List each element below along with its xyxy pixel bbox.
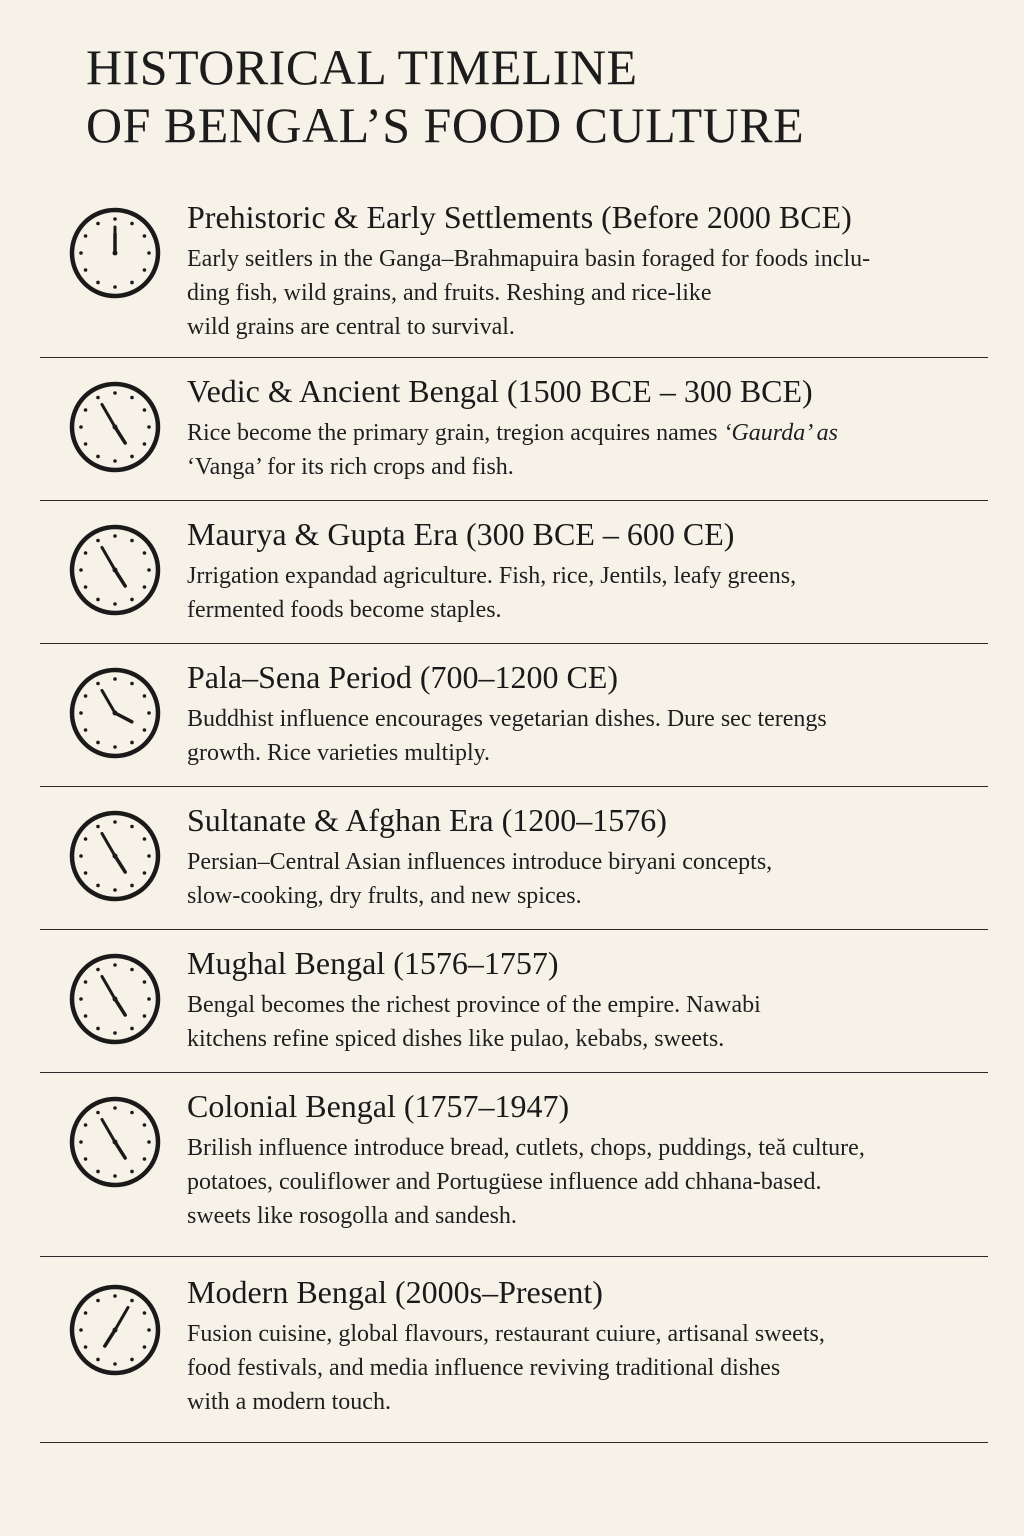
timeline-entry-vedic xyxy=(40,358,988,501)
entry-heading: Prehistoric & Early Settlements (Before 2000 BCE) xyxy=(187,199,852,235)
entry-line: Buddhist influence encourages vegetarian dishes. Dure sec terengs xyxy=(187,706,827,732)
entry-line-text: Rice become the primary grain, tregion acquires names xyxy=(187,420,724,446)
entry-description xyxy=(187,988,988,1056)
timeline-entry-modern xyxy=(40,1257,988,1443)
timeline-entry-colonial xyxy=(40,1073,988,1257)
entry-heading: Mughal Bengal (1576–1757) xyxy=(187,945,559,981)
clock-icon xyxy=(68,666,162,760)
entry-line: Persian–Central Asian influences introduce biryani concepts, xyxy=(187,849,773,875)
entry-description xyxy=(187,1317,988,1419)
timeline-entry-pala-sena xyxy=(40,644,988,787)
entry-line: Early seitlers in the Ganga–Brahmapuira basin foraged for foods inclu- xyxy=(187,246,871,272)
entry-line: Brilish influence introduce bread, cutlets, chops, puddings, teă culture, xyxy=(187,1135,865,1161)
entry-line: slow-cooking, dry frults, and new spices. xyxy=(187,883,582,909)
entry-heading: Sultanate & Afghan Era (1200–1576) xyxy=(187,802,667,838)
entry-line: sweets like rosogolla and sandesh. xyxy=(187,1203,517,1229)
page-title xyxy=(86,38,804,154)
entry-line xyxy=(187,416,988,450)
entry-line: food festivals, and media influence reviving traditional dishes xyxy=(187,1355,781,1381)
entry-line: ding fish, wild grains, and fruits. Reshing and rice-like xyxy=(187,280,712,306)
entry-line: growth. Rice varieties multiply. xyxy=(187,740,491,766)
entry-description xyxy=(187,242,988,344)
entry-description xyxy=(187,702,988,770)
clock-icon xyxy=(68,206,162,300)
clock-icon xyxy=(68,523,162,617)
timeline xyxy=(40,190,988,1443)
entry-description xyxy=(187,559,988,627)
clock-icon xyxy=(68,952,162,1046)
title-line-1: HISTORICAL TIMELINE xyxy=(86,39,638,95)
entry-heading: Pala–Sena Period (700–1200 CE) xyxy=(187,659,619,695)
entry-description xyxy=(187,845,988,913)
entry-heading: Colonial Bengal (1757–1947) xyxy=(187,1088,570,1124)
clock-icon xyxy=(68,1283,162,1377)
entry-line: wild grains are central to survival. xyxy=(187,314,515,340)
entry-line: Jrrigation expandad agriculture. Fish, rice, Jentils, leafy greens, xyxy=(187,563,797,589)
entry-line: potatoes, couliflower and Portugüese influence add chhana-based. xyxy=(187,1169,822,1195)
entry-heading: Modern Bengal (2000s–Present) xyxy=(187,1274,603,1310)
entry-line: Fusion cuisine, global flavours, restaurant cuiure, artisanal sweets, xyxy=(187,1321,825,1347)
title-line-2: OF BENGAL’S FOOD CULTURE xyxy=(86,97,805,153)
timeline-entry-mughal xyxy=(40,930,988,1073)
entry-description xyxy=(187,416,988,484)
entry-line: ‘Vanga’ for its rich crops and fish. xyxy=(187,454,514,480)
entry-heading: Vedic & Ancient Bengal (1500 BCE – 300 BCE) xyxy=(187,373,813,409)
entry-italic-text: ‘Gaurda’ as xyxy=(723,420,838,446)
entry-line: Bengal becomes the richest province of the empire. Nawabi xyxy=(187,992,761,1018)
clock-icon xyxy=(68,809,162,903)
clock-icon xyxy=(68,1095,162,1189)
entry-heading: Maurya & Gupta Era (300 BCE – 600 CE) xyxy=(187,516,735,552)
entry-line: with a modern touch. xyxy=(187,1389,391,1415)
clock-icon xyxy=(68,380,162,474)
entry-line: fermented foods become staples. xyxy=(187,597,502,623)
timeline-entry-sultanate xyxy=(40,787,988,930)
timeline-entry-prehistoric xyxy=(40,190,988,358)
entry-line: kitchens refine spiced dishes like pulao, kebabs, sweets. xyxy=(187,1026,725,1052)
entry-description xyxy=(187,1131,988,1233)
timeline-entry-maurya-gupta xyxy=(40,501,988,644)
